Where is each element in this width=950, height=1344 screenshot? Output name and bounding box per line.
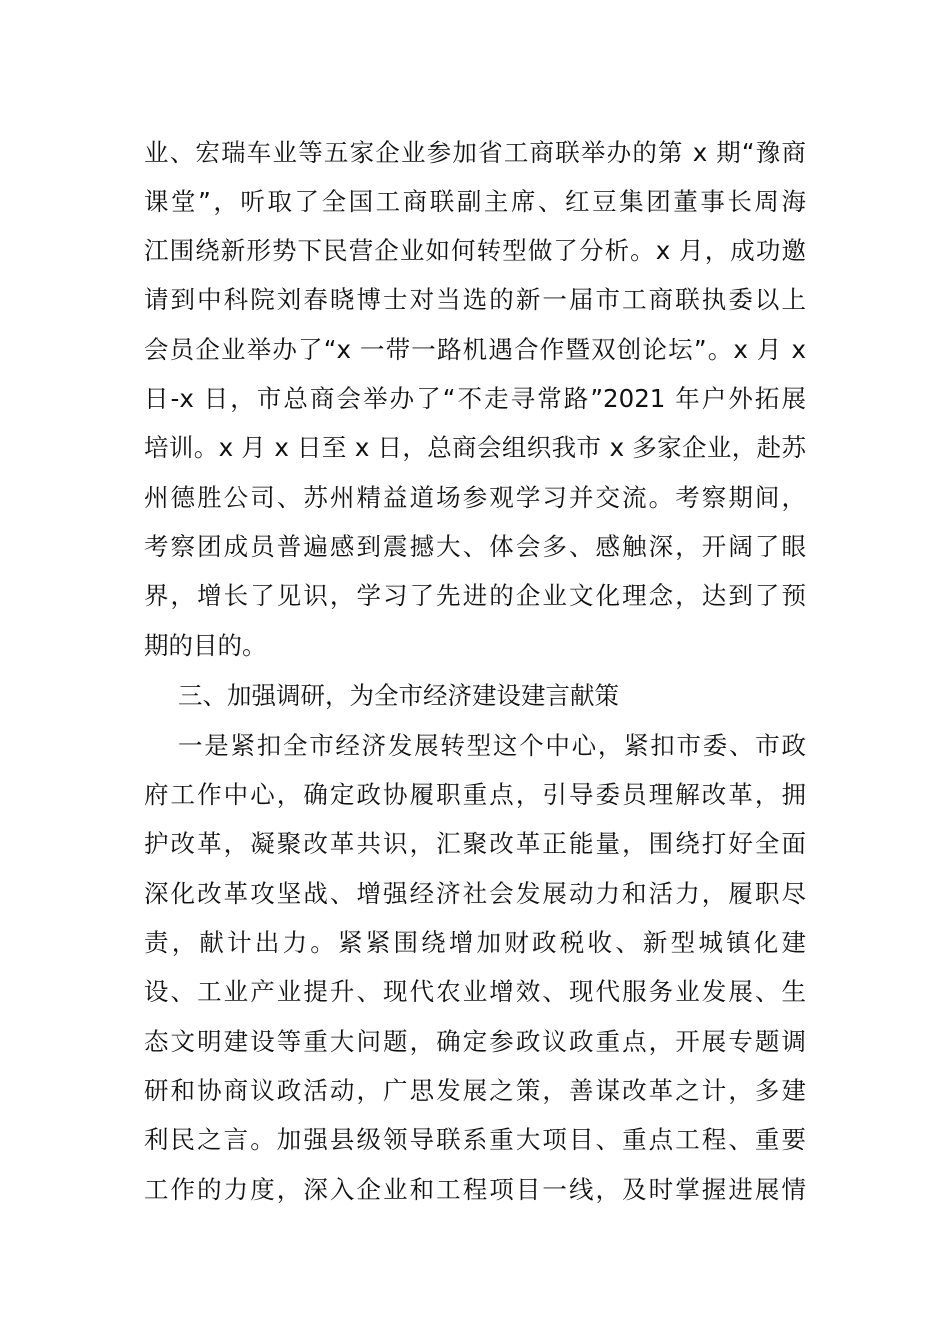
section-heading: 三、加强调研，为全市经济建设建言献策 [178, 681, 619, 710]
text-line: 工作的力度，深入企业和工程项目一线，及时掌握进展情 [144, 1175, 806, 1204]
text-line: 研和协商议政活动，广思发展之策，善谋改革之计，多建 [144, 1076, 806, 1105]
text-line: 利民之言。加强县级领导联系重大项目、重点工程、重要 [144, 1125, 806, 1154]
text-line: 会员企业举办了“x 一带一路机遇合作暨双创论坛”。x 月 x [144, 335, 806, 364]
text-line: 业、宏瑞车业等五家企业参加省工商联举办的第 x 期“豫商 [144, 138, 806, 167]
text-line: 护改革，凝聚改革共识，汇聚改革正能量，围绕打好全面 [144, 829, 806, 858]
text-line: 府工作中心，确定政协履职重点，引导委员理解改革，拥 [144, 780, 806, 809]
text-line: 日-x 日，市总商会举办了“不走寻常路”2021 年户外拓展 [144, 384, 806, 413]
text-line: 态文明建设等重大问题，确定参政议政重点，开展专题调 [144, 1027, 806, 1056]
text-line: 培训。x 月 x 日至 x 日，总商会组织我市 x 多家企业，赴苏 [144, 433, 806, 462]
text-line: 深化改革攻坚战、增强经济社会发展动力和活力，履职尽 [144, 879, 806, 908]
text-line: 课堂”，听取了全国工商联副主席、红豆集团董事长周海 [144, 187, 806, 216]
text-line: 江围绕新形势下民营企业如何转型做了分析。x 月，成功邀 [144, 236, 806, 265]
paragraph-first-line: 一是紧扣全市经济发展转型这个中心，紧扣市委、市政 [178, 731, 806, 760]
text-line: 界，增长了见识，学习了先进的企业文化理念，达到了预 [144, 581, 806, 610]
text-line: 考察团成员普遍感到震撼大、体会多、感触深，开阔了眼 [144, 532, 806, 561]
paragraph-end-line: 期的目的。 [144, 631, 267, 660]
text-line: 设、工业产业提升、现代农业增效、现代服务业发展、生 [144, 977, 806, 1006]
text-line: 责，献计出力。紧紧围绕增加财政税收、新型城镇化建 [144, 928, 806, 957]
text-line: 州德胜公司、苏州精益道场参观学习并交流。考察期间， [144, 483, 806, 512]
text-line: 请到中科院刘春晓博士对当选的新一届市工商联执委以上 [144, 285, 806, 314]
